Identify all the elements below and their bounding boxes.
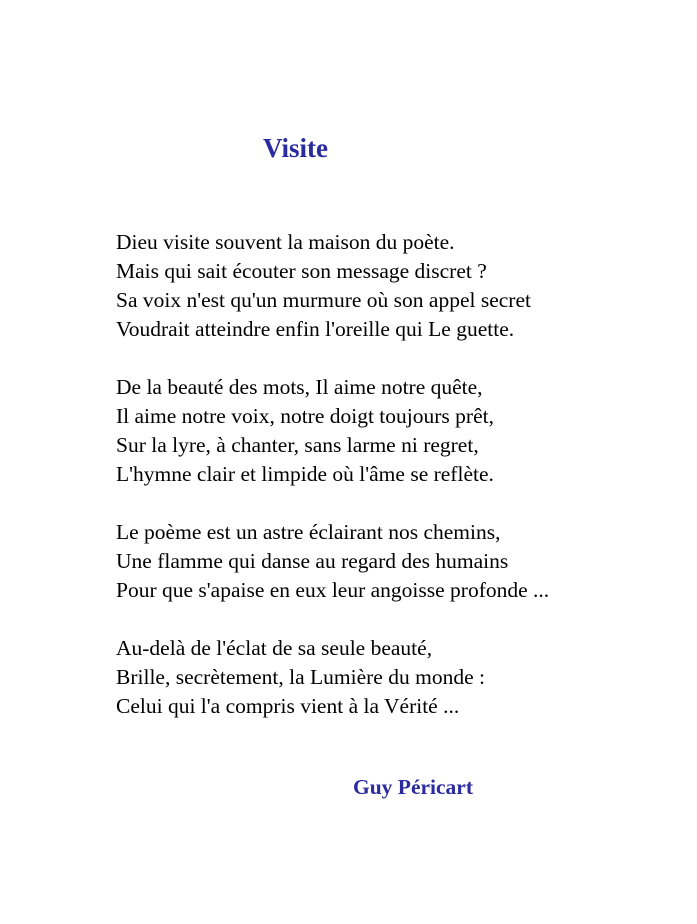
- poem-line: L'hymne clair et limpide où l'âme se reflète.: [116, 462, 494, 486]
- stanza: [116, 634, 676, 721]
- author-signature: Guy Péricart: [353, 775, 473, 799]
- poem-line: Dieu visite souvent la maison du poète.: [116, 230, 455, 254]
- stanza: [116, 228, 676, 344]
- poem-line: Celui qui l'a compris vient à la Vérité ...: [116, 694, 460, 718]
- poem-line: Sur la lyre, à chanter, sans larme ni regret,: [116, 433, 479, 457]
- stanza: [116, 373, 676, 489]
- poem-line: Le poème est un astre éclairant nos chemins,: [116, 520, 501, 544]
- poem-line: De la beauté des mots, Il aime notre quête,: [116, 375, 483, 399]
- poem-line: Pour que s'apaise en eux leur angoisse profonde ...: [116, 578, 550, 602]
- poem-line: Il aime notre voix, notre doigt toujours prêt,: [116, 404, 494, 428]
- poem-line: Brille, secrètement, la Lumière du monde :: [116, 665, 485, 689]
- poem-line: Mais qui sait écouter son message discret ?: [116, 259, 487, 283]
- poem-line: Voudrait atteindre enfin l'oreille qui Le guette.: [116, 317, 515, 341]
- poem-title: Visite: [263, 133, 328, 163]
- stanza: [116, 518, 676, 605]
- poem-line: Sa voix n'est qu'un murmure où son appel secret: [116, 288, 531, 312]
- poem-line: Au-delà de l'éclat de sa seule beauté,: [116, 636, 433, 660]
- poem-line: Une flamme qui danse au regard des humains: [116, 549, 509, 573]
- poem-body: [116, 228, 676, 750]
